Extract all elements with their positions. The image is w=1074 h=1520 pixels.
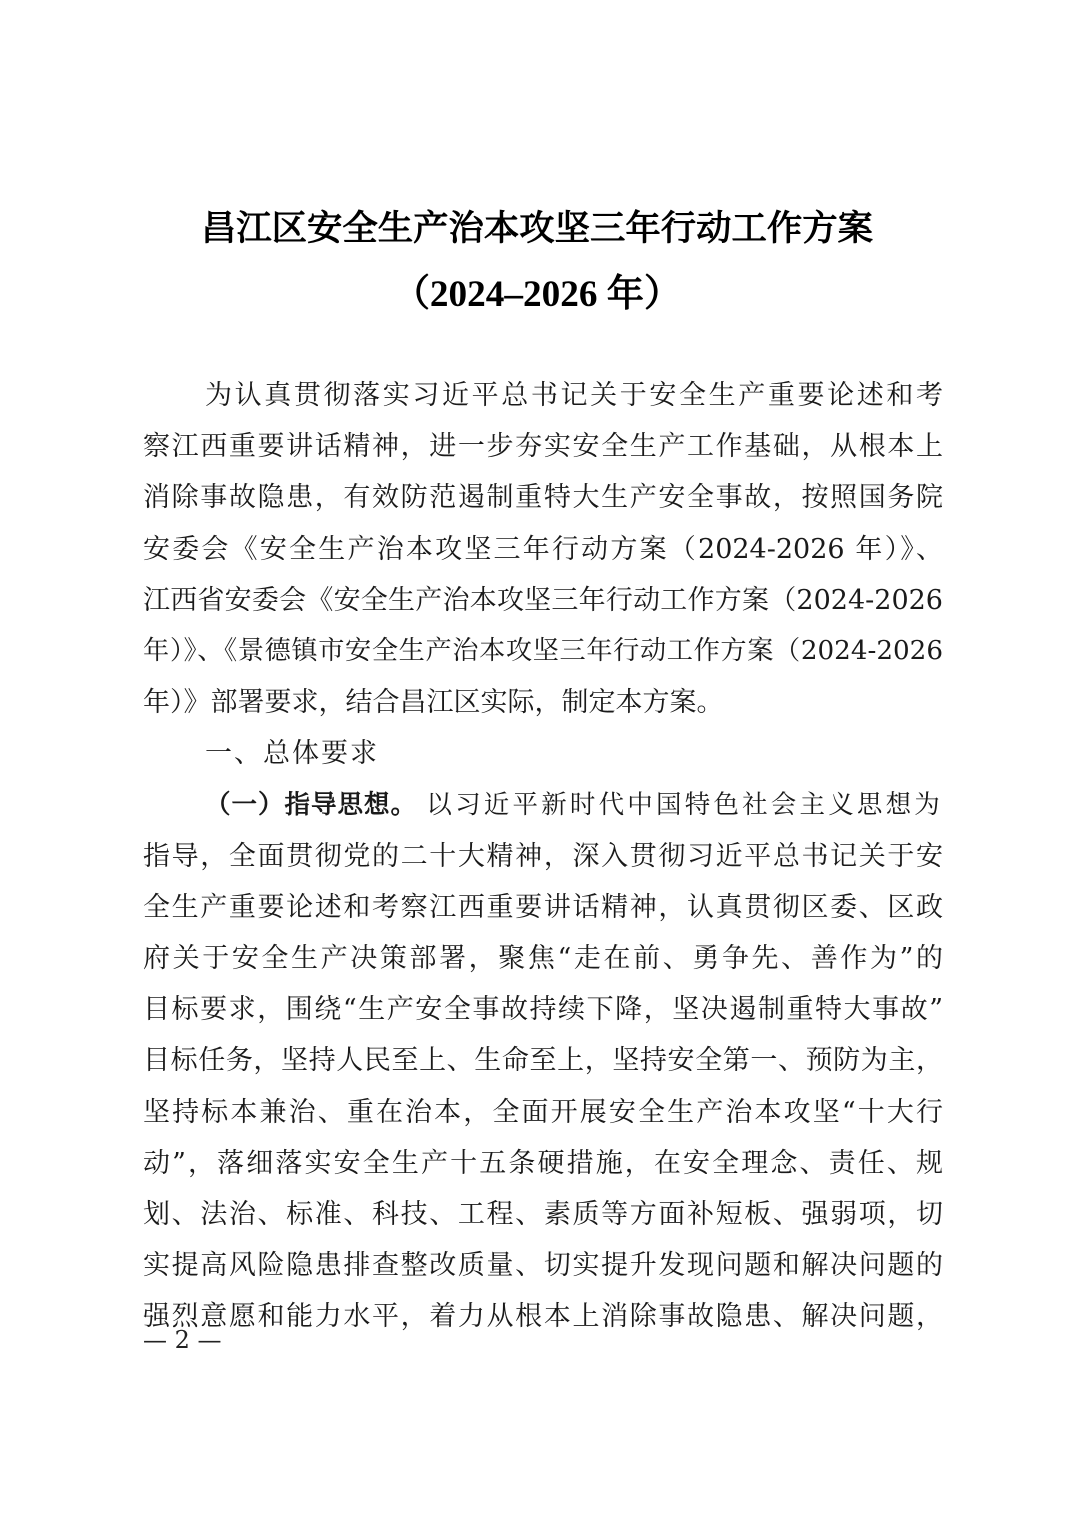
- body-line: 划、法治、标准、科技、工程、素质等方面补短板、强弱项，切: [143, 1199, 943, 1230]
- body-line: 动”，落细落实安全生产十五条硬措施，在安全理念、责任、规: [143, 1147, 943, 1179]
- page-number: — 2 —: [143, 1326, 222, 1354]
- document-body: [143, 370, 943, 1343]
- document-title: 昌江区安全生产治本攻坚三年行动工作方案: [200, 208, 874, 249]
- body-line: 强烈意愿和能力水平，着力从根本上消除事故隐患、解决问题，: [143, 1301, 943, 1333]
- intro-line: 江西省安委会《安全生产治本攻坚三年行动工作方案（2024-2026: [143, 584, 943, 616]
- body-line: 坚持标本兼治、重在治本，全面开展安全生产治本攻坚“十大行: [143, 1096, 943, 1128]
- intro-line: 为认真贯彻落实习近平总书记关于安全生产重要论述和考: [205, 380, 943, 411]
- section-heading: 一、总体要求: [205, 738, 379, 770]
- subsection-first-line-text: 以习近平新时代中国特色社会主义思想为: [426, 789, 943, 820]
- intro-line: 消除事故隐患，有效防范遏制重特大生产安全事故，按照国务院: [143, 482, 943, 514]
- body-line: 府关于安全生产决策部署，聚焦“走在前、勇争先、善作为”的: [143, 943, 943, 975]
- subsection-first-line: [143, 780, 943, 831]
- document-subtitle-years: （2024–2026 年）: [392, 274, 682, 315]
- intro-line: 察江西重要讲话精神，进一步夯实安全生产工作基础，从根本上: [143, 431, 943, 463]
- intro-line: 年）》、《景德镇市安全生产治本攻坚三年行动工作方案（2024-2026: [143, 635, 943, 666]
- intro-line: 安委会《安全生产治本攻坚三年行动方案（2024-2026 年）》、: [143, 533, 943, 565]
- body-line: 目标要求，围绕“生产安全事故持续下降，坚决遏制重特大事故”: [143, 994, 943, 1026]
- body-line: 目标任务，坚持人民至上、生命至上，坚持安全第一、预防为主，: [143, 1045, 943, 1077]
- subsection-lead: （一）指导思想。: [205, 789, 418, 820]
- intro-line: 年）》部署要求，结合昌江区实际，制定本方案。: [143, 687, 724, 719]
- body-line: 全生产重要论述和考察江西重要讲话精神，认真贯彻区委、区政: [143, 891, 943, 923]
- body-line: 实提高风险隐患排查整改质量、切实提升发现问题和解决问题的: [143, 1250, 943, 1282]
- body-line: 指导，全面贯彻党的二十大精神，深入贯彻习近平总书记关于安: [143, 840, 943, 872]
